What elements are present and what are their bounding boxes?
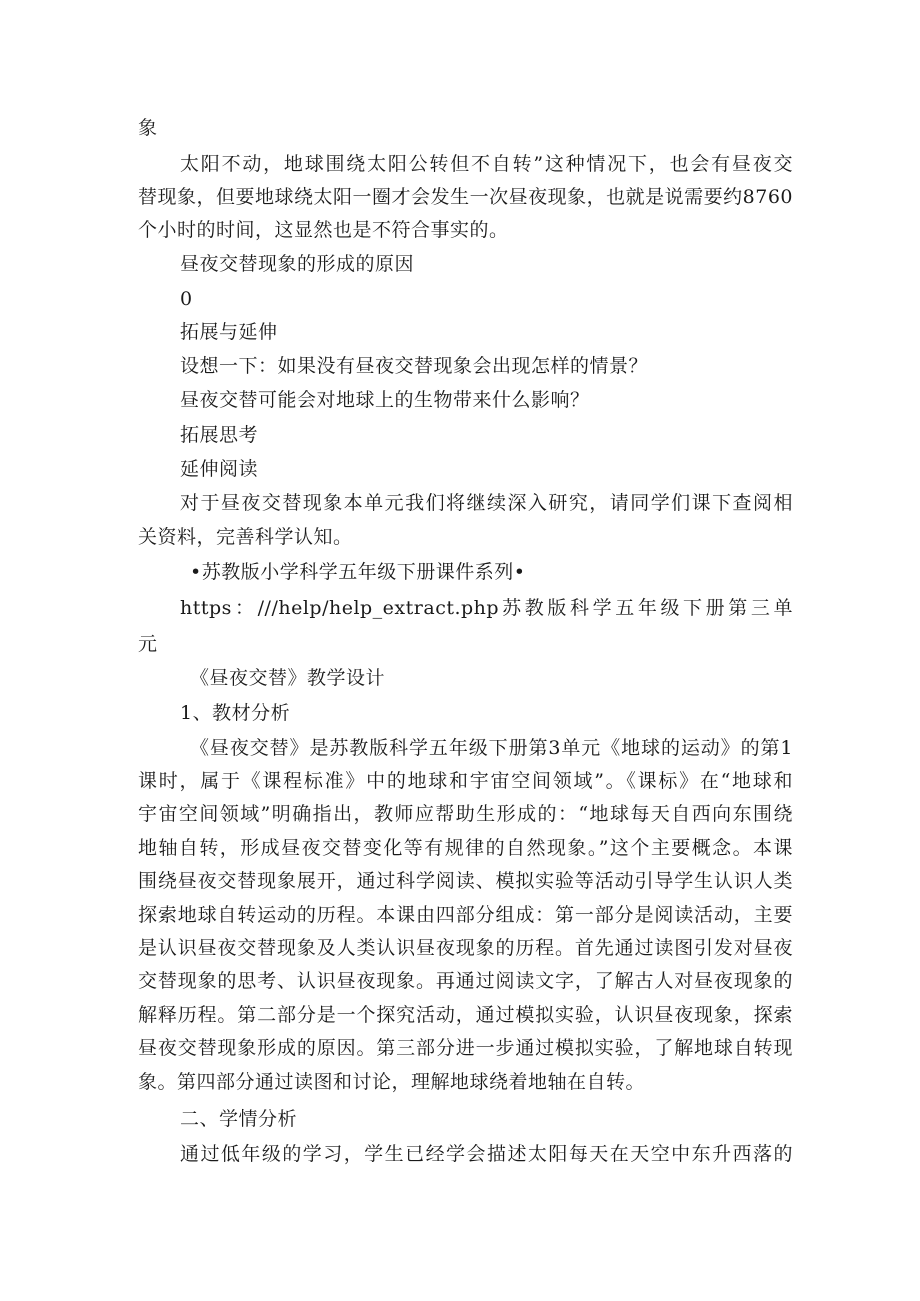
section-heading: 延伸阅读 [180, 458, 259, 480]
text-line: 替现象，但要地球绕太阳一圈才会发生一次昼夜现象，也就是说需要约8760 [138, 186, 793, 208]
text-line: 关资料，完善科学认知。 [138, 526, 353, 548]
text-line: 元 [138, 633, 158, 655]
text-line: 宇宙空间领域”明确指出，教师应帮助生形成的：“地球每天自西向东围绕 [138, 803, 793, 825]
text-line: 个小时的时间，这显然也是不符合事实的。 [138, 219, 509, 241]
section-heading: 拓展与延伸 [180, 321, 278, 343]
text-line: 0 [180, 288, 193, 310]
text-line: 设想一下：如果没有昼夜交替现象会出现怎样的情景？ [180, 355, 649, 377]
text-line: 通过低年级的学习，学生已经学会描述太阳每天在天空中东升西落的 [180, 1143, 793, 1165]
text-line: 解释历程。第二部分是一个探究活动，通过模拟实验，认识昼夜现象，探索 [138, 1004, 793, 1026]
text-line: 对于昼夜交替现象本单元我们将继续深入研究，请同学们课下查阅相 [180, 492, 793, 514]
text-line: 围绕昼夜交替现象展开，通过科学阅读、模拟实验等活动引导学生认识人类 [138, 870, 793, 892]
text-line: 是认识昼夜交替现象及人类认识昼夜现象的历程。首先通过读图引发对昼夜 [138, 937, 793, 959]
document-title: 《昼夜交替》教学设计 [190, 667, 386, 689]
section-heading: 拓展思考 [180, 424, 259, 446]
text-line: 象。第四部分通过读图和讨论，理解地球绕着地轴在自转。 [138, 1071, 646, 1093]
text-line: 交替现象的思考、认识昼夜现象。再通过阅读文字，了解古人对昼夜现象的 [138, 970, 793, 992]
url-text: https：///help/help_extract.php苏教版科学五年级下册第三单 [180, 597, 793, 619]
section-heading: 昼夜交替现象的形成的原因 [180, 253, 415, 275]
text-line: 昼夜交替可能会对地球上的生物带来什么影响？ [180, 389, 590, 411]
section-heading: 二、学情分析 [180, 1108, 298, 1130]
text-line: 地轴自转，形成昼夜交替变化等有规律的自然现象。”这个主要概念。本课 [138, 837, 793, 859]
text-line: 象 [138, 117, 158, 139]
text-line: 太阳不动，地球围绕太阳公转但不自转”这种情况下，也会有昼夜交 [180, 153, 793, 175]
text-line: 探索地球自转运动的历程。本课由四部分组成：第一部分是阅读活动，主要 [138, 904, 793, 926]
text-line: 昼夜交替现象形成的原因。第三部分进一步通过模拟实验，了解地球自转现 [138, 1037, 793, 1059]
series-label: •苏教版小学科学五年级下册课件系列• [190, 561, 526, 583]
text-line: 《昼夜交替》是苏教版科学五年级下册第3单元《地球的运动》的第1 [190, 737, 793, 759]
text-line: 课时，属于《课程标准》中的地球和宇宙空间领域”。《课标》在“地球和 [138, 770, 793, 792]
section-heading: 1、教材分析 [180, 702, 291, 724]
